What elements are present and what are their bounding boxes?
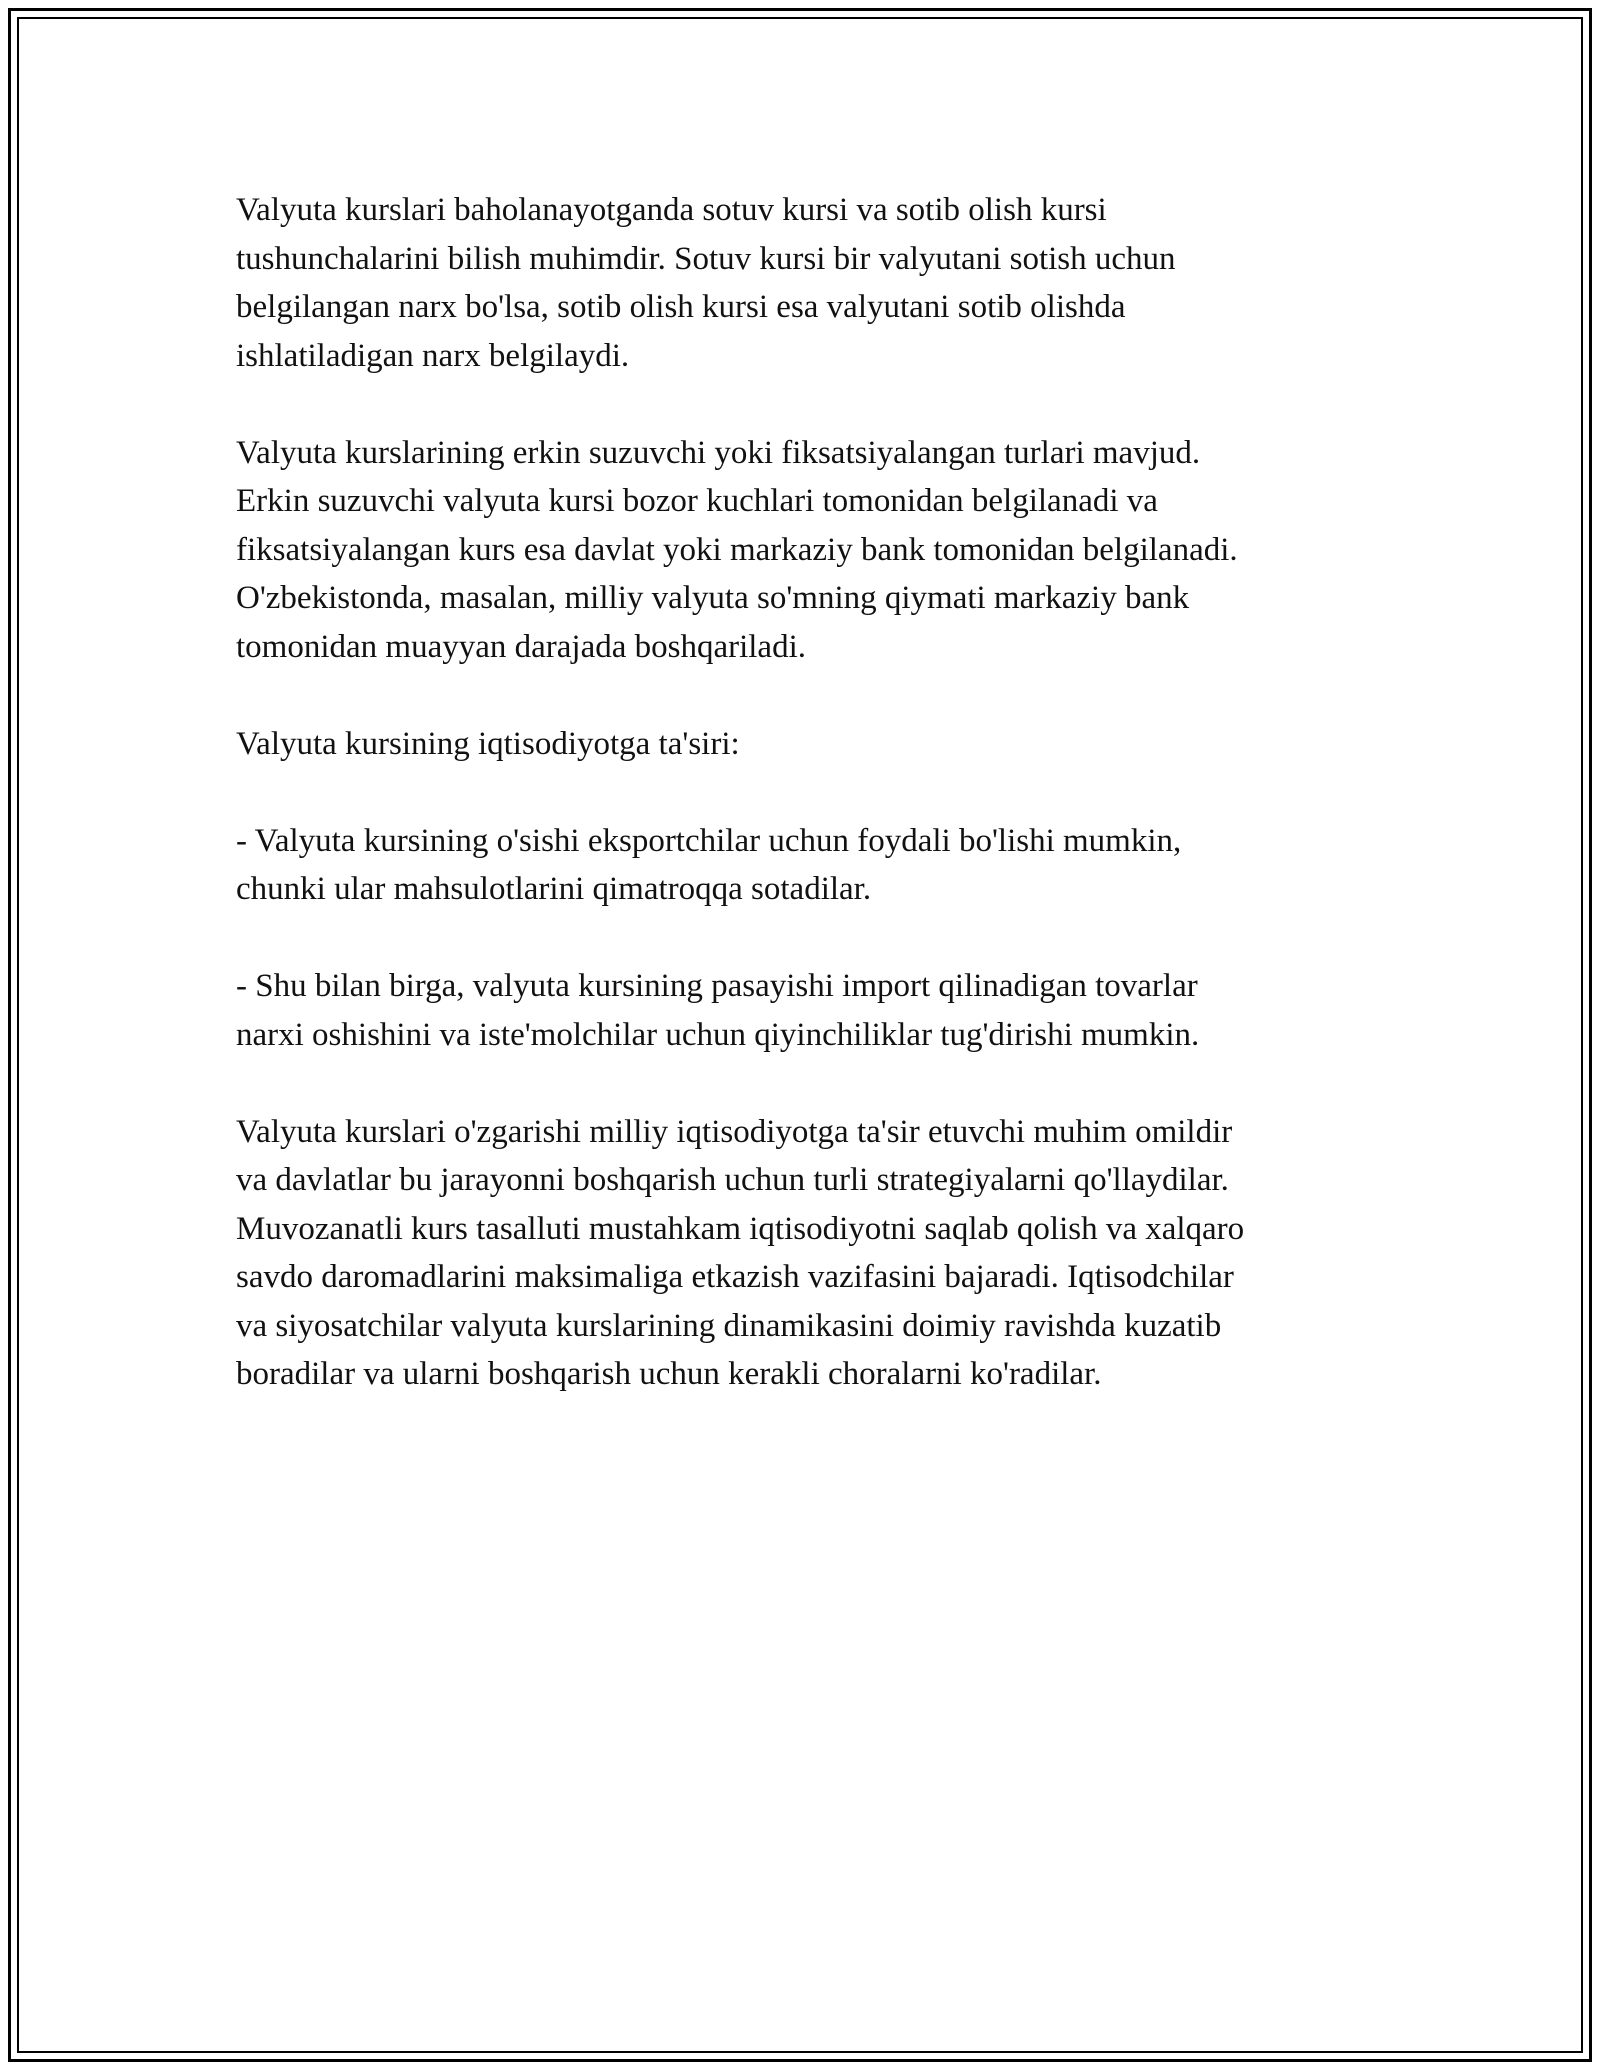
bullet-rate-decrease: - Shu bilan birga, valyuta kursining pasayishi import qilinadigan tovarlar narxi oshishini va iste'molchilar uchun qiyinchiliklar tug'dirishi mumkin. [236,968,1200,1053]
paragraph-rate-types: Valyuta kurslarining erkin suzuvchi yoki fiksatsiyalangan turlari mavjud. Erkin suzuvchi valyuta kursi bozor kuchlari tomonidan belgilanadi va fiksatsiyalangan kurs esa davlat yoki markaziy bank tomonidan belgilanadi. O'zbekistonda, masalan, milliy valyuta so'mning qiymati markaziy bank tomonidan muayyan darajada boshqariladi. [236,434,1238,665]
paragraph-impact-heading: Valyuta kursining iqtisodiyotga ta'siri: [236,725,740,762]
paragraph-conclusion: Valyuta kurslari o'zgarishi milliy iqtisodiyotga ta'sir etuvchi muhim omildir va davlatlar bu jarayonni boshqarish uchun turli strategiyalarni qo'llaydilar. Muvozanatli kurs tasalluti mustahkam iqtisodiyotni saqlab qolish va xalqaro savdo daromadlarini maksimaliga etkazish vazifasini bajaradi. Iqtisodchilar va siyosatchilar valyuta kurslarining dinamikasini doimiy ravishda kuzatib boradilar va ularni boshqarish uchun kerakli choralarni ko'radilar. [236,1113,1245,1392]
paragraph-sell-buy-rates: Valyuta kurslari baholanayotganda sotuv kursi va sotib olish kursi tushunchalarini bilish muhimdir. Sotuv kursi bir valyutani sotish uchun belgilangan narx bo'lsa, sotib olish kursi esa valyutani sotib olishda ishlatiladigan narx belgilaydi. [236,192,1176,374]
document-body [236,186,1416,1399]
bullet-rate-increase: - Valyuta kursining o'sishi eksportchilar uchun foydali bo'lishi mumkin, chunki ular mahsulotlarini qimatroqqa sotadilar. [236,822,1182,907]
